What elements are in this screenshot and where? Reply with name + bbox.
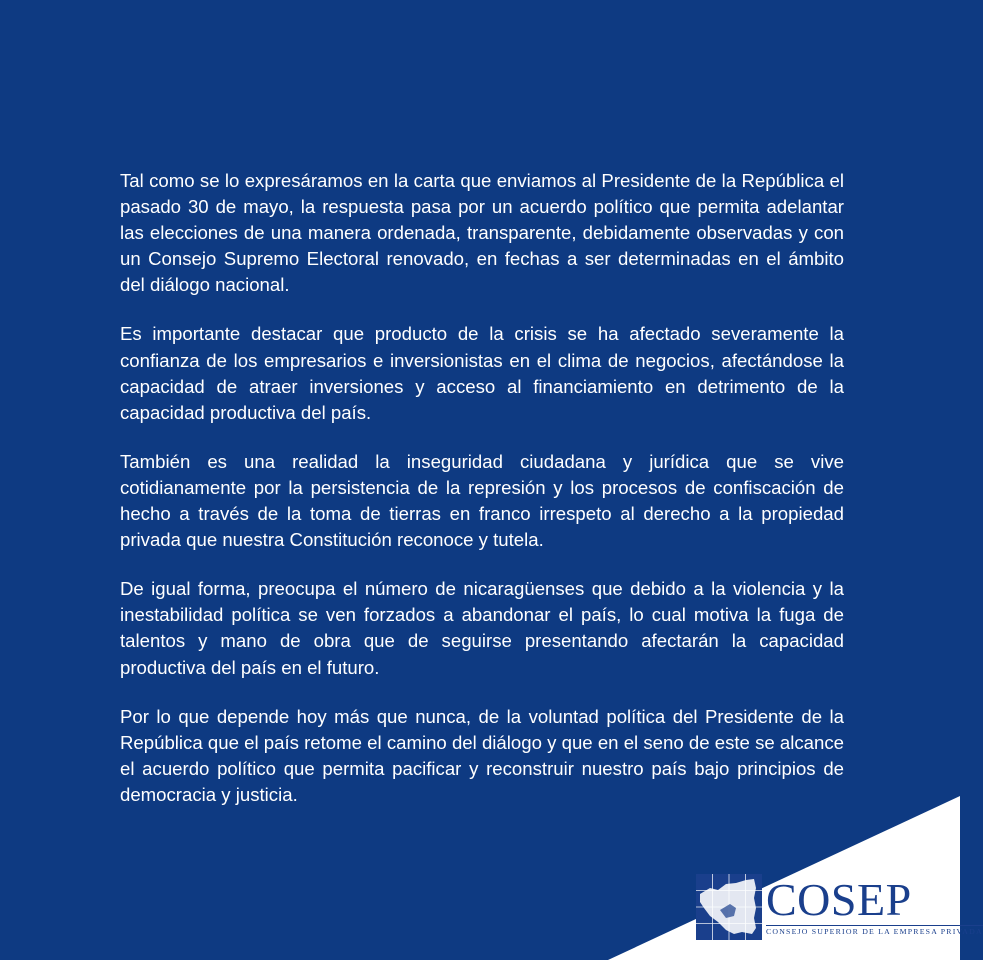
paragraph-2: Es importante destacar que producto de la crisis se ha afectado severamente la confianza de los empresarios e inversionistas en el clima de negocios, afectándose la capacidad de atraer inversiones y acceso al financiamiento en detrimento de la capacidad productiva del país.: [120, 323, 844, 423]
paragraph-4: De igual forma, preocupa el número de nicaragüenses que debido a la violencia y la inestabilidad política se ven forzados a abandonar el país, lo cual motiva la fuga de talentos y mano de obra que de seguirse presentando afectarán la capacidad productiva del país en el futuro.: [120, 578, 844, 678]
paragraph-5: Por lo que depende hoy más que nunca, de la voluntad política del Presidente de la República que el país retome el camino del diálogo y que en el seno de este se alcance el acuerdo político que permita pacificar y reconstruir nuestro país bajo principios de democracia y justicia.: [120, 705, 844, 805]
paragraph-3: También es una realidad la inseguridad ciudadana y jurídica que se vive cotidianamente por la persistencia de la represión y los procesos de confiscación de hecho a través de la toma de tierras en franco irrespeto al derecho a la propiedad privada que nuestra Constitución reconoce y tutela.: [120, 450, 844, 551]
letter-body: [120, 168, 844, 831]
paragraph-1: Tal como se lo expresáramos en la carta que enviamos al Presidente de la República el pasado 30 de mayo, la respuesta pasa por un acuerdo político que permita adelantar las elecciones de una manera ordenada, transparente, debidamente observadas y con un Consejo Supremo Electoral renovado, en fechas a ser determinadas en el ámbito del diálogo nacional.: [120, 170, 844, 296]
nicaragua-map-icon: [696, 874, 762, 940]
logo-subtitle: CONSEJO SUPERIOR DE LA EMPRESA PRIVADA: [766, 927, 983, 936]
logo-wordmark: COSEP: [766, 874, 912, 925]
cosep-logo: [696, 874, 983, 944]
